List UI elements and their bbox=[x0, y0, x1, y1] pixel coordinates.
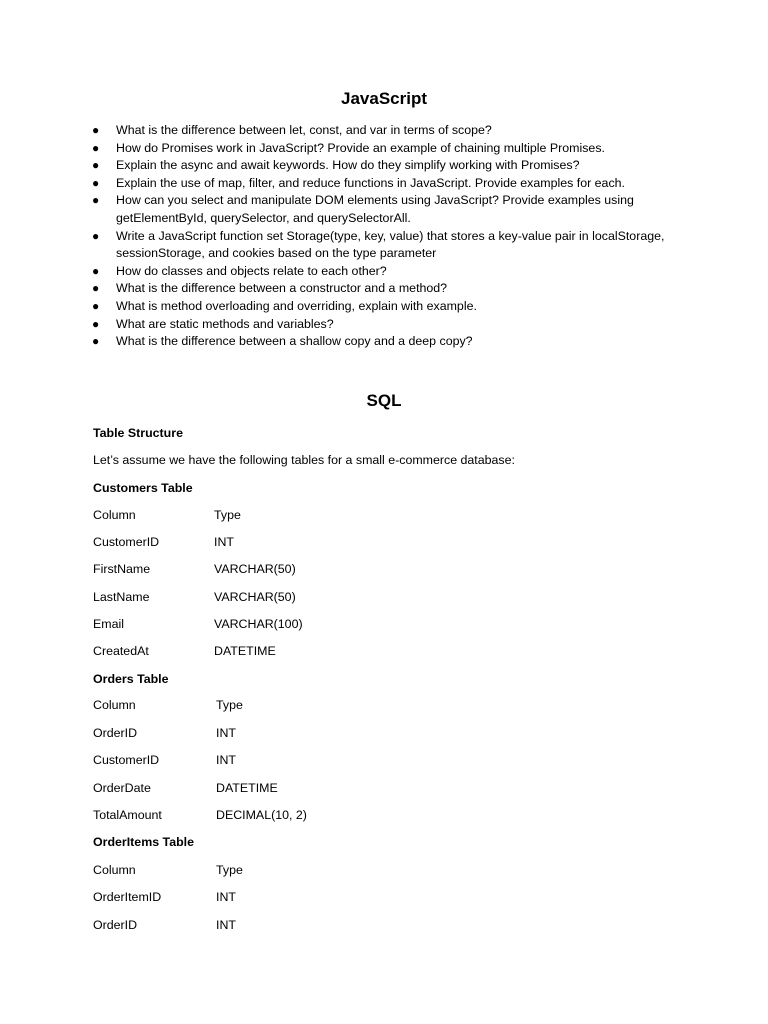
bullet-icon: ● bbox=[92, 316, 100, 331]
bullet-icon: ● bbox=[92, 281, 100, 296]
bullet-icon: ● bbox=[92, 334, 100, 349]
bullet-icon: ● bbox=[92, 123, 100, 137]
question-text: What are static methods and variables? bbox=[116, 316, 334, 331]
bullet-icon: ● bbox=[92, 263, 100, 278]
column-name: OrderItemID bbox=[93, 890, 162, 904]
bullet-icon: ● bbox=[92, 175, 100, 190]
question-text: What is the difference between let, const, and var in terms of scope? bbox=[116, 123, 492, 137]
bullet-icon: ● bbox=[92, 298, 100, 313]
column-name: CustomerID bbox=[93, 535, 160, 549]
list-item bbox=[92, 333, 692, 351]
column-type: INT bbox=[216, 918, 236, 932]
list-item bbox=[92, 192, 692, 227]
javascript-heading: JavaScript bbox=[341, 89, 427, 108]
column-header: Column bbox=[93, 863, 136, 877]
column-type: INT bbox=[216, 890, 236, 904]
column-name: Email bbox=[93, 617, 124, 631]
column-header: Column bbox=[93, 508, 136, 522]
column-name: FirstName bbox=[93, 562, 151, 576]
column-name: OrderID bbox=[93, 918, 138, 932]
column-type: DATETIME bbox=[216, 781, 278, 795]
sql-heading: SQL bbox=[366, 391, 402, 410]
column-type: VARCHAR(50) bbox=[214, 590, 296, 604]
column-name: OrderID bbox=[93, 726, 138, 740]
column-type: INT bbox=[216, 726, 236, 740]
column-type: DECIMAL(10, 2) bbox=[216, 808, 307, 822]
orders-table-title: Orders Table bbox=[93, 672, 169, 686]
bullet-icon: ● bbox=[92, 158, 100, 173]
question-text: How do classes and objects relate to each other? bbox=[116, 263, 387, 278]
question-text: Write a JavaScript function set Storage(type, key, value) that stores a key-value pair in localStorage, sessionStorage, and cookies based on the type parameter bbox=[116, 228, 665, 261]
bullet-icon: ● bbox=[92, 193, 100, 208]
list-item bbox=[92, 263, 692, 281]
column-name: TotalAmount bbox=[93, 808, 162, 822]
column-type: VARCHAR(50) bbox=[214, 562, 296, 576]
question-text: What is the difference between a constructor and a method? bbox=[116, 281, 448, 296]
column-name: OrderDate bbox=[93, 781, 151, 795]
customers-table-title: Customers Table bbox=[93, 481, 193, 495]
list-item bbox=[92, 280, 692, 298]
column-type: DATETIME bbox=[214, 644, 276, 658]
question-text: Explain the async and await keywords. How do they simplify working with Promises? bbox=[116, 158, 580, 173]
bullet-icon: ● bbox=[92, 140, 100, 155]
list-item bbox=[92, 140, 692, 158]
list-item bbox=[92, 175, 692, 193]
column-name: CreatedAt bbox=[93, 644, 149, 658]
orderitems-table-title: OrderItems Table bbox=[93, 835, 194, 849]
type-header: Type bbox=[216, 698, 243, 712]
column-type: INT bbox=[216, 753, 236, 767]
question-text: What is method overloading and overriding, explain with example. bbox=[116, 298, 477, 313]
type-header: Type bbox=[214, 508, 241, 522]
type-header: Type bbox=[216, 863, 243, 877]
list-item bbox=[92, 316, 692, 334]
question-text: What is the difference between a shallow copy and a deep copy? bbox=[116, 334, 473, 349]
question-text: Explain the use of map, filter, and reduce functions in JavaScript. Provide examples for each. bbox=[116, 175, 625, 190]
column-name: LastName bbox=[93, 590, 150, 604]
sql-intro-text: Let’s assume we have the following tables for a small e-commerce database: bbox=[93, 453, 515, 467]
list-item bbox=[92, 298, 692, 316]
column-name: CustomerID bbox=[93, 753, 160, 767]
list-item bbox=[92, 122, 692, 140]
list-item bbox=[92, 228, 692, 263]
list-item bbox=[92, 157, 692, 175]
column-header: Column bbox=[93, 698, 136, 712]
bullet-icon: ● bbox=[92, 228, 100, 243]
column-type: VARCHAR(100) bbox=[214, 617, 303, 631]
question-text: How can you select and manipulate DOM elements using JavaScript? Provide examples using getElementById, querySelector, and querySelectorAll. bbox=[116, 193, 634, 225]
javascript-question-list bbox=[92, 122, 692, 351]
column-type: INT bbox=[214, 535, 234, 549]
table-structure-label: Table Structure bbox=[93, 426, 183, 440]
question-text: How do Promises work in JavaScript? Provide an example of chaining multiple Promises. bbox=[116, 140, 605, 155]
